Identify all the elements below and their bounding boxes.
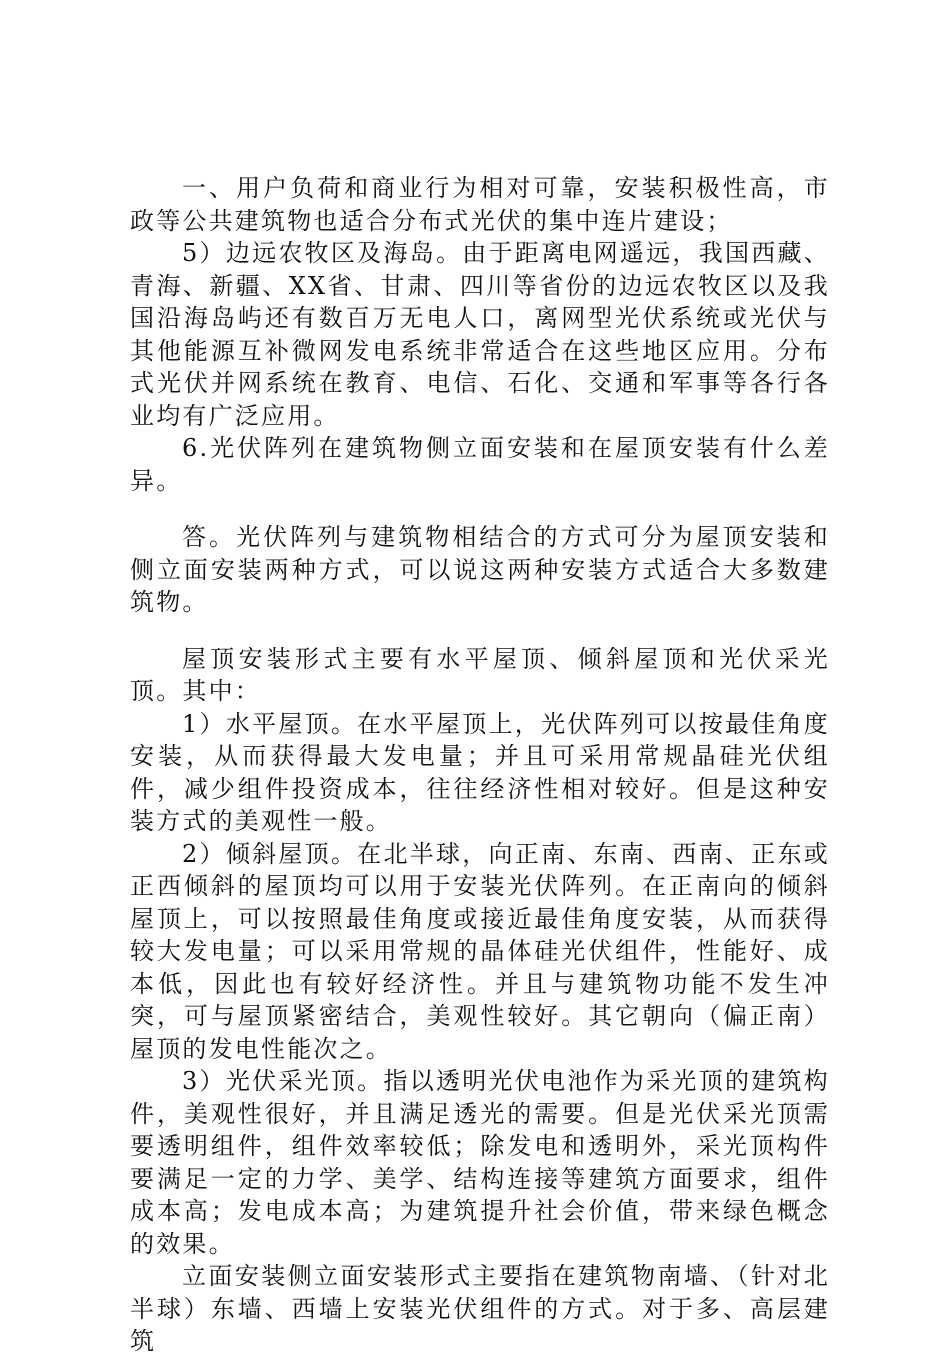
paragraph-roof-types: 屋顶安装形式主要有水平屋顶、倾斜屋顶和光伏采光顶。其中：: [130, 644, 830, 705]
paragraph-facade: 立面安装侧立面安装形式主要指在建筑物南墙、（针对北半球）东墙、西墙上安装光伏组件的方式。对于多、高层建筑: [130, 1262, 830, 1355]
paragraph-skylight: 3）光伏采光顶。指以透明光伏电池作为采光顶的建筑构件，美观性很好，并且满足透光的需要。但是光伏采光顶需要透明组件，组件效率较低；除发电和透明外，采光顶构件要满足一定的力学、美学、结构连接等建筑方面要求，组件成本高；发电成本高；为建筑提升社会价值，带来绿色概念的效果。: [130, 1067, 830, 1258]
paragraph-sloped-roof: 2）倾斜屋顶。在北半球，向正南、东南、西南、正东或正西倾斜的屋顶均可以用于安装光伏阵列。在正南向的倾斜屋顶上，可以按照最佳角度或接近最佳角度安装，从而获得较大发电量；可以采用常规的晶体硅光伏组件，性能好、成本低，因此也有较好经济性。并且与建筑物功能不发生冲突，可与屋顶紧密结合，美观性较好。其它朝向（偏正南）屋顶的发电性能次之。: [130, 839, 830, 1063]
paragraph-commercial-users: 一、用户负荷和商业行为相对可靠，安装积极性高，市政等公共建筑物也适合分布式光伏的集中连片建设；: [130, 174, 830, 235]
document-page: [130, 172, 830, 1358]
paragraph-answer: 答。光伏阵列与建筑物相结合的方式可分为屋顶安装和侧立面安装两种方式，可以说这两种安装方式适合大多数建筑物。: [130, 523, 830, 616]
paragraph-flat-roof: 1）水平屋顶。在水平屋顶上，光伏阵列可以按最佳角度安装，从而获得最大发电量；并且可采用常规晶硅光伏组件，减少组件投资成本，往往经济性相对较好。但是这种安装方式的美观性一般。: [130, 709, 830, 835]
paragraph-remote-areas: 5）边远农牧区及海岛。由于距离电网遥远，我国西藏、青海、新疆、XX省、甘肃、四川等省份的边远农牧区以及我国沿海岛屿还有数百万无电人口，离网型光伏系统或光伏与其他能源互补微网发电系统非常适合在这些地区应用。分布式光伏并网系统在教育、电信、石化、交通和军事等各行各业均有广泛应用。: [130, 239, 830, 430]
paragraph-question-6: 6.光伏阵列在建筑物侧立面安装和在屋顶安装有什么差异。: [130, 434, 830, 495]
